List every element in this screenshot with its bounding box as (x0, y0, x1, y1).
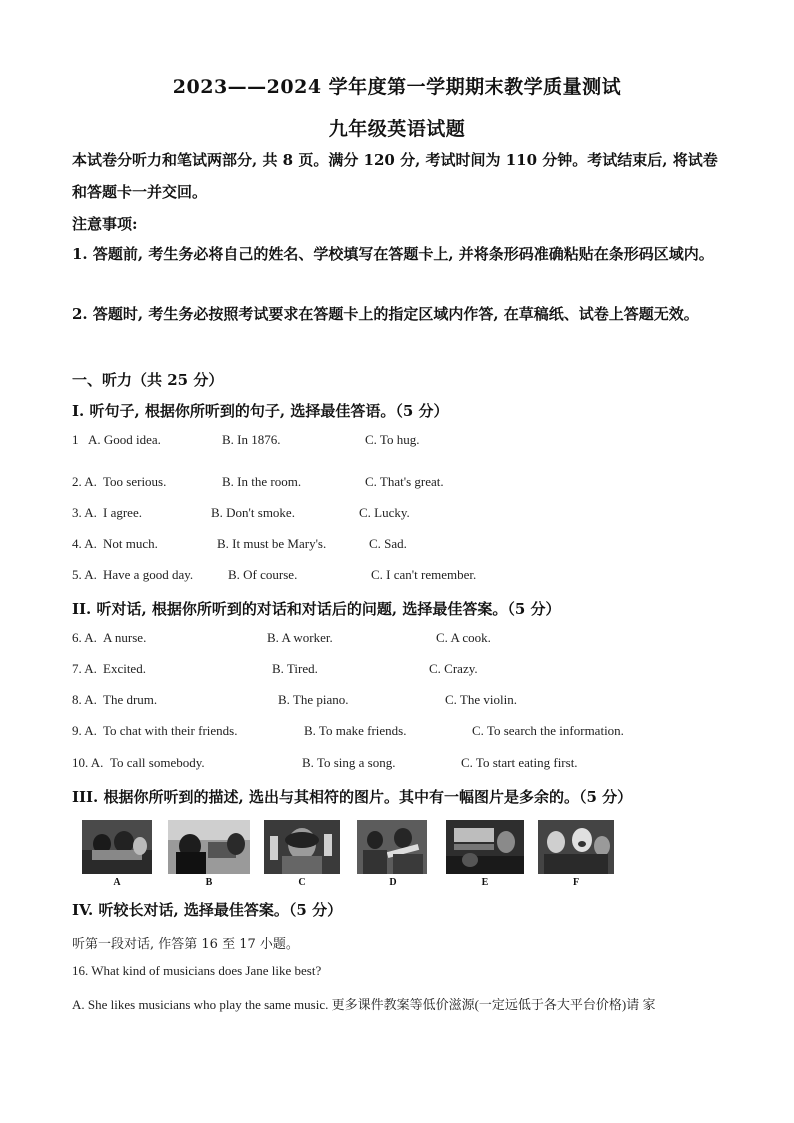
option-b: B. Of course. (228, 567, 298, 582)
question-16-option-a: A. She likes musicians who play the same music. 更多课件教案等低价滋源(一定远低于各大平台价格)请 家 (72, 997, 656, 1012)
option-a: A. Good idea. (88, 432, 161, 447)
picture-a (82, 820, 152, 874)
intro-text: 本试卷分听力和笔试两部分, 共 8 页。满分 120 分, 考试时间为 110 分钟。考试结束后, 将试卷和答题卡一并交回。 (72, 151, 718, 201)
option-b: B. Tired. (272, 661, 318, 676)
picture-label: B (205, 877, 213, 888)
picture-label: E (481, 877, 489, 888)
part4-heading: IV. 听较长对话, 选择最佳答案。（5 分） (72, 901, 343, 919)
note-item-1: 1. 答题前, 考生务必将自己的姓名、学校填写在答题卡上, 并将条形码准确粘贴在条形码区域内。 (72, 245, 714, 263)
question-number: 1 (72, 432, 79, 447)
question-number: 3. A. (72, 505, 97, 520)
picture-row (82, 820, 622, 890)
option-c: C. I can't remember. (371, 567, 477, 582)
option-c: C. To search the information. (472, 723, 624, 738)
option-c: C. A cook. (436, 630, 491, 645)
option-b: B. In the room. (222, 474, 302, 489)
option-a: The drum. (103, 692, 158, 707)
question-number: 8. A. (72, 692, 97, 707)
listening-heading: 一、听力（共 25 分） (72, 371, 224, 389)
question-16: 16. What kind of musicians does Jane like best? (72, 963, 322, 978)
part1-heading: I. 听句子, 根据你所听到的句子, 选择最佳答语。（5 分） (72, 402, 449, 420)
option-b: B. To sing a song. (302, 755, 396, 770)
picture-label: D (389, 877, 397, 888)
option-a: A nurse. (103, 630, 147, 645)
picture-b (168, 820, 250, 874)
option-b: B. In 1876. (222, 432, 281, 447)
option-a: Too serious. (103, 474, 167, 489)
option-a: Excited. (103, 661, 146, 676)
option-a: Have a good day. (103, 567, 194, 582)
question-number: 4. A. (72, 536, 97, 551)
question-number: 6. A. (72, 630, 97, 645)
part4-instruction: 听第一段对话, 作答第 16 至 17 小题。 (72, 937, 299, 952)
note-item-2: 2. 答题时, 考生务必按照考试要求在答题卡上的指定区域内作答, 在草稿纸、试卷上答题无效。 (72, 305, 699, 323)
option-c: C. Crazy. (429, 661, 478, 676)
question-number: 7. A. (72, 661, 97, 676)
exam-title: 2023——2024 学年度第一学期期末教学质量测试 (172, 76, 622, 98)
part2-heading: II. 听对话, 根据你所听到的对话和对话后的问题, 选择最佳答案。（5 分） (72, 600, 561, 618)
option-b: B. It must be Mary's. (217, 536, 327, 551)
option-a: I agree. (103, 505, 142, 520)
option-a: To call somebody. (110, 755, 205, 770)
option-c: C. Lucky. (359, 505, 410, 520)
option-c: C. The violin. (445, 692, 517, 707)
picture-label: F (572, 877, 580, 888)
notes-heading: 注意事项: (72, 215, 138, 233)
option-a: Not much. (103, 536, 158, 551)
option-c: C. Sad. (369, 536, 407, 551)
picture-f (538, 820, 614, 874)
question-number: 10. A. (72, 755, 104, 770)
exam-subtitle: 九年级英语试题 (328, 118, 466, 140)
option-c: C. That's great. (365, 474, 444, 489)
picture-e (446, 820, 524, 874)
picture-c (264, 820, 340, 874)
question-number: 9. A. (72, 723, 97, 738)
option-a: To chat with their friends. (103, 723, 238, 738)
question-number: 5. A. (72, 567, 97, 582)
part3-heading: III. 根据你所听到的描述, 选出与其相符的图片。其中有一幅图片是多余的。（5 分） (72, 788, 633, 806)
option-b: B. The piano. (278, 692, 349, 707)
option-b: B. A worker. (267, 630, 333, 645)
question-number: 2. A. (72, 474, 97, 489)
picture-label: A (113, 877, 121, 888)
option-c: C. To start eating first. (461, 755, 578, 770)
picture-d (357, 820, 427, 874)
option-b: B. Don't smoke. (211, 505, 295, 520)
option-c: C. To hug. (365, 432, 420, 447)
picture-label: C (298, 877, 306, 888)
option-b: B. To make friends. (304, 723, 407, 738)
